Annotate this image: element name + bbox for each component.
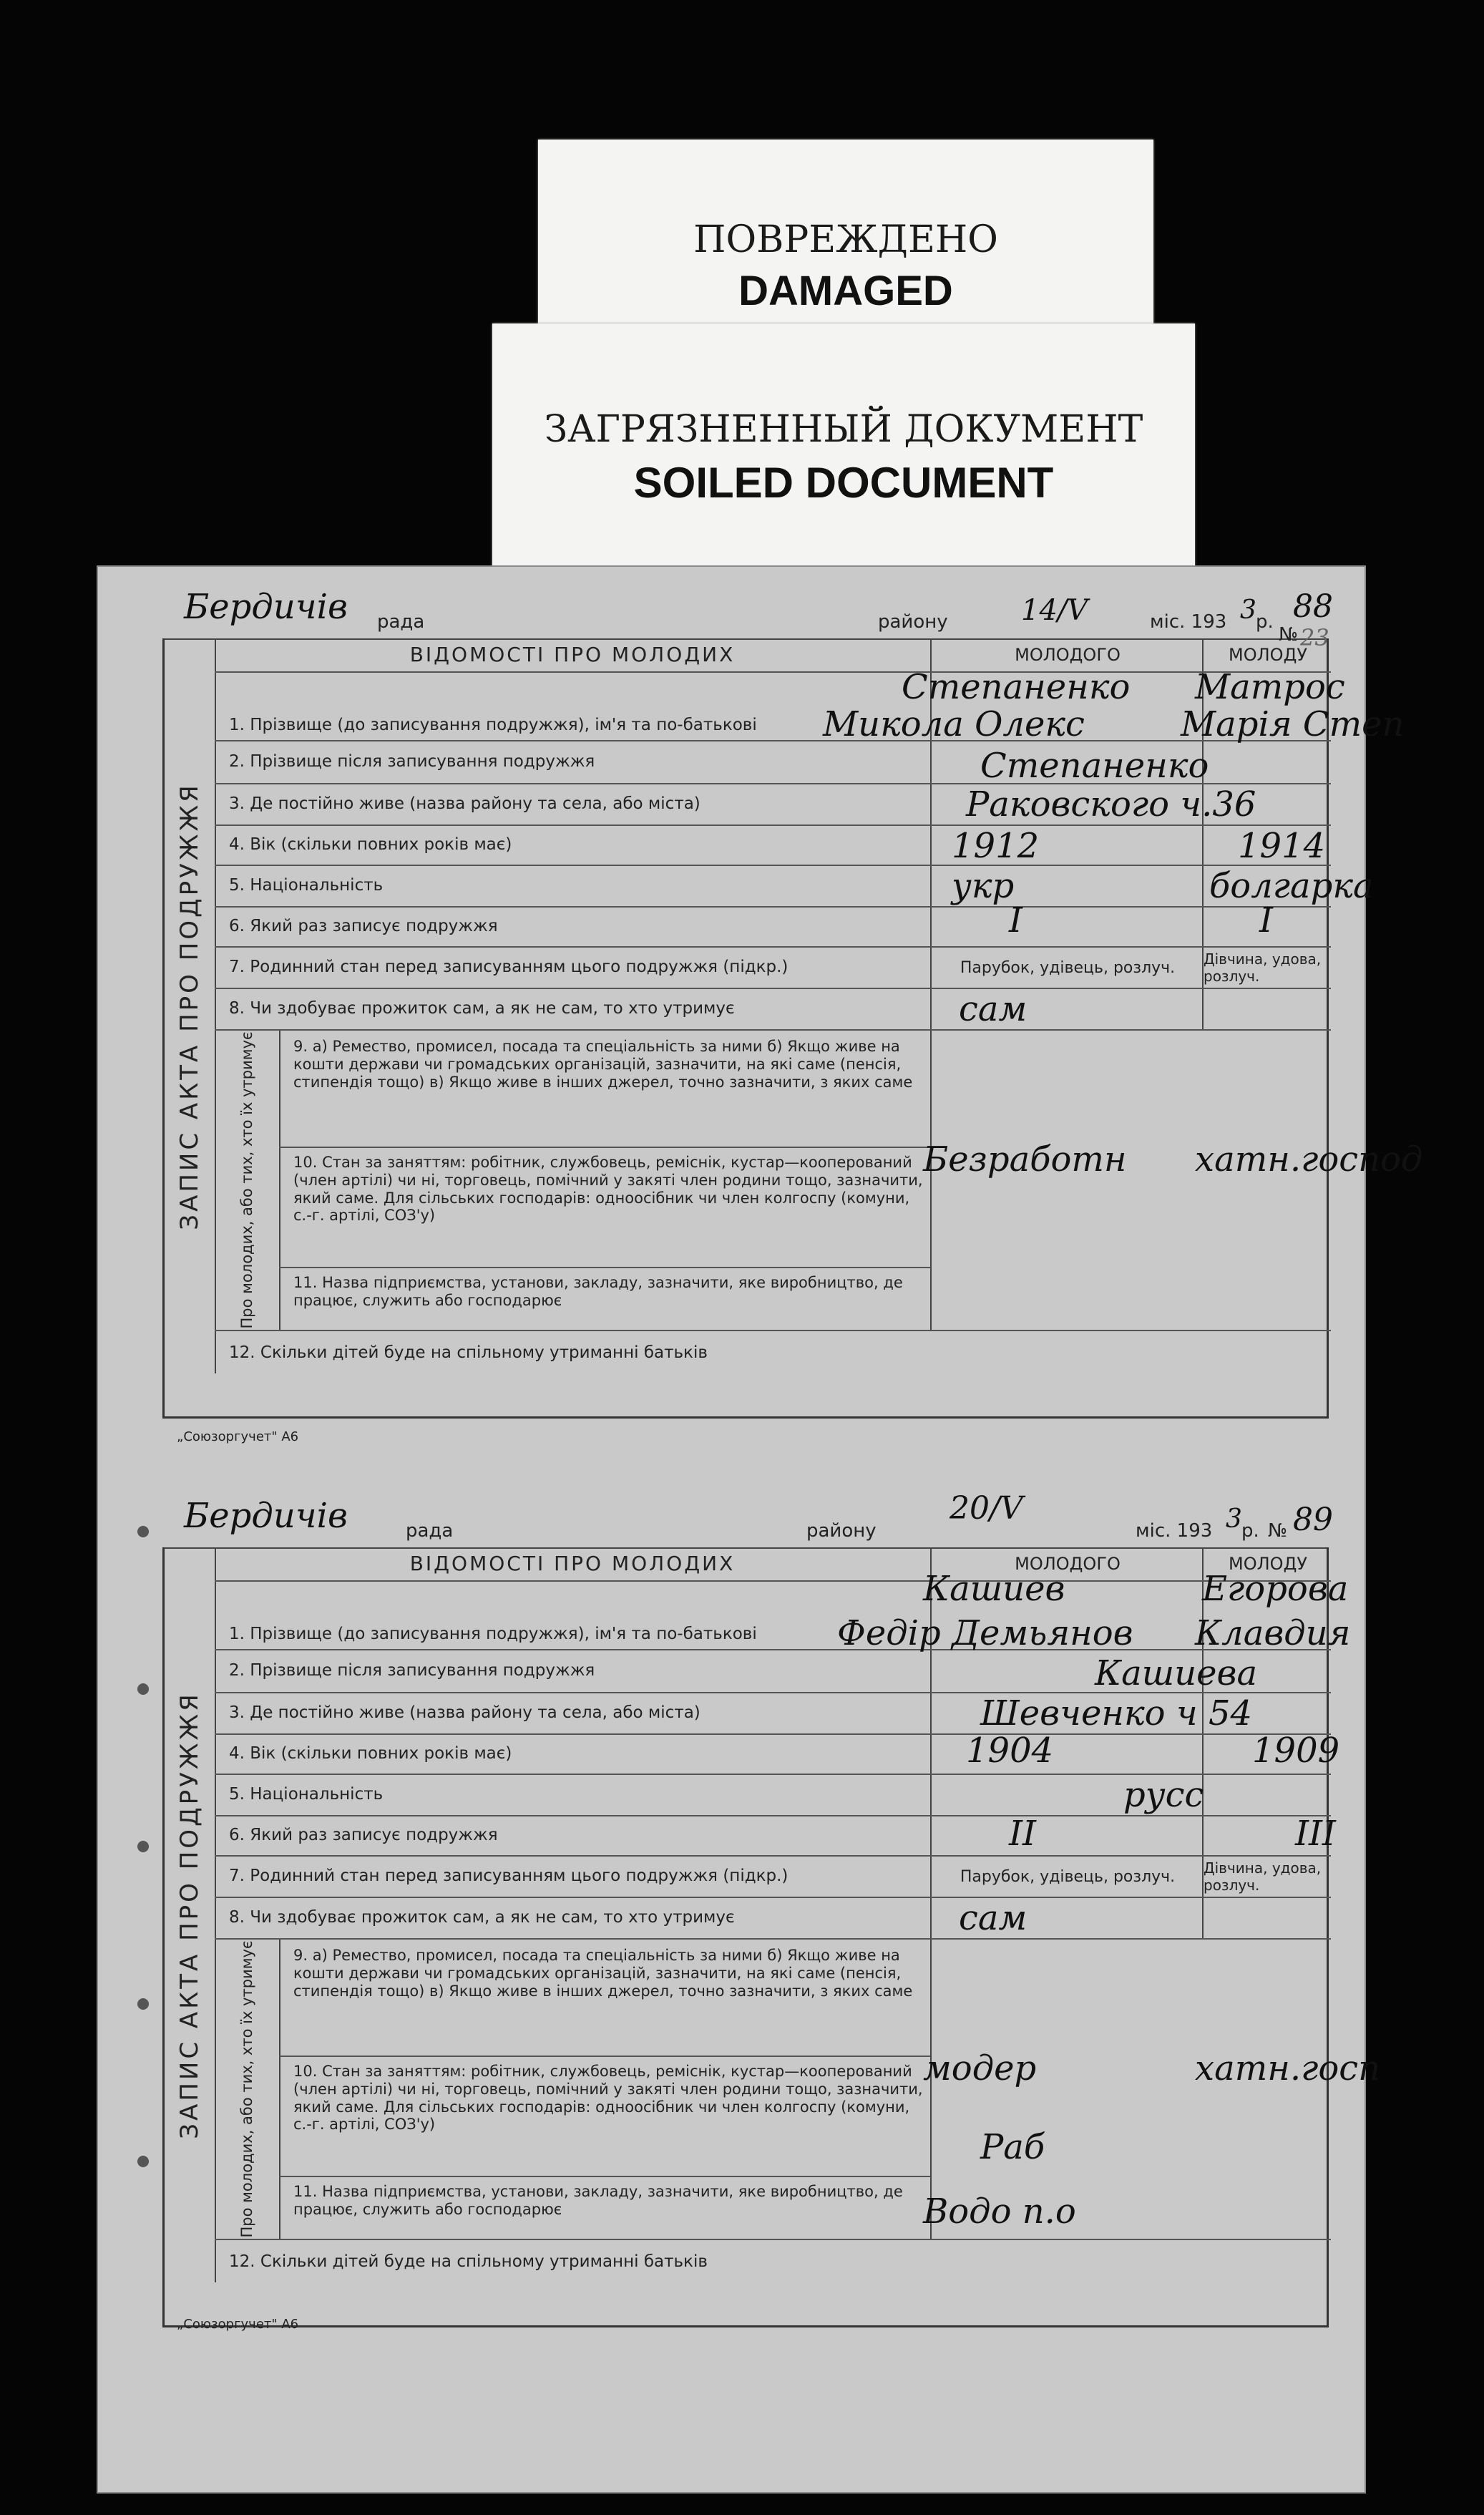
q9-text: 9. а) Ремество, промисел, посада та спеціальність за ними б) Якщо живе на кошти держави чи громадських організацій, зазначити, на які саме (пенсія, стипендія тощо) в) Якщо живе в інших джерел, точно зазначити, з яких саме bbox=[293, 1038, 913, 1091]
rada-label: рада bbox=[377, 611, 425, 633]
q6-row: 6. Який раз записує подружжя bbox=[215, 908, 1331, 948]
q4-row: 4. Вік (скільки повних років має) bbox=[215, 1735, 1331, 1775]
date-handwritten: 14/V bbox=[1021, 594, 1088, 627]
support: сам bbox=[959, 989, 1027, 1029]
damaged-tag-en: DAMAGED bbox=[738, 268, 953, 314]
binding-hole bbox=[137, 1683, 149, 1695]
support: сам bbox=[959, 1898, 1027, 1938]
q11-text: 11. Назва підприємства, установи, закладу, зазначити, яке виробництво, де працює, служить або господарює bbox=[293, 2183, 903, 2218]
address: Шевченко ч 54 bbox=[980, 1693, 1253, 1733]
month-year-label: міс. 193 bbox=[1150, 611, 1227, 633]
q9-text: 9. а) Ремество, промисел, посада та спеціальність за ними б) Якщо живе на кошти держави чи громадських організацій, зазначити, на які саме (пенсія, стипендія тощо) в) Якщо живе в інших джерел, точно зазначити, з яких саме bbox=[293, 1947, 913, 2000]
bride-surname: Матрос bbox=[1195, 667, 1345, 707]
q10-text: 10. Стан за заняттям: робітник, службовець, реміснік, кустар—кооперований (член артілі) чи ні, торговець, помічний у закяті член родини тощо, зазначити, який саме. Для сільських господарів: одноосібник чи член колгоспу (комуни, с.-г. артілі, СОЗ'у) bbox=[293, 1154, 923, 1225]
groom-status: Раб bbox=[980, 2127, 1045, 2167]
column-header-row: ВІДОМОСТІ ПРО МОЛОДИХ МОЛОДОГО МОЛОДУ bbox=[215, 638, 1331, 673]
binding-hole bbox=[137, 1841, 149, 1852]
groom-name: Федір Демьянов bbox=[837, 1613, 1133, 1653]
raionu-label: району bbox=[878, 611, 948, 633]
q5-row: 5. Національність bbox=[215, 1775, 1331, 1816]
month-year-label: міс. 193 bbox=[1136, 1520, 1213, 1542]
groom-workplace: Водо п.о bbox=[923, 2191, 1076, 2232]
groom-birth-year: 1912 bbox=[952, 826, 1040, 866]
side-title-strip: ЗАПИС АКТА ПРО ПОДРУЖЖЯ bbox=[165, 1547, 216, 2282]
groom-surname: Кашиев bbox=[923, 1569, 1065, 1609]
occupation-block: Про молодих, або тих, хто їх утримує 9. а) Ремество, промисел, посада та спеціальність за ними б) Якщо живе на кошти держави чи громадських організацій, зазначити, на які саме (пенсія, стипендія тощо) в) Якщо живе в інших джерел, точно зазначити, з яких саме 10. Стан за заняттям: робітник, службовець, реміснік, кустар—кооперований (член артілі) чи ні, торговець, помічний у закяті член родини тощо, зазначити, який саме. Для сільських господарів: одноосібник чи член колгоспу (комуни, с.-г. артілі, СОЗ'у) 11. Назва підприємства, установи, закладу, зазначити, яке виробництво, де працює, служить або господарює bbox=[215, 1031, 1331, 1331]
bride-occupation: хатн.госп bbox=[1195, 2048, 1381, 2088]
groom-name: Микола Олекс bbox=[823, 704, 1085, 744]
q5-row: 5. Національність bbox=[215, 866, 1331, 908]
q12-row: 12. Скільки дітей буде на спільному утриманні батьків bbox=[229, 2252, 708, 2272]
bride-occupation: хатн.господ bbox=[1195, 1139, 1423, 1179]
rada-handwritten: Бердичів bbox=[184, 587, 348, 627]
record-header bbox=[162, 1490, 1333, 1549]
q10-text: 10. Стан за заняттям: робітник, службовець, реміснік, кустар—кооперований (член артілі) чи ні, торговець, помічний у закяті член родини тощо, зазначити, який саме. Для сільських господарів: одноосібник чи член колгоспу (комуни, с.-г. артілі, СОЗ'у) bbox=[293, 2063, 923, 2134]
printer-mark: „Союзоргучет" А6 bbox=[177, 1429, 299, 1444]
q1-row: 1. Прізвище (до записування подружжя), ім'я та по-батькові bbox=[215, 1582, 1331, 1650]
year-suffix: р. bbox=[1256, 611, 1274, 633]
bride-times: III bbox=[1295, 1814, 1336, 1854]
nationality: русс bbox=[1123, 1775, 1204, 1815]
q1-row: 1. Прізвище (до записування подружжя), ім'я та по-батькові bbox=[215, 673, 1331, 741]
bride-birth-year: 1909 bbox=[1252, 1731, 1340, 1771]
year-handwritten: 3 bbox=[1240, 595, 1256, 625]
soiled-tag-en: SOILED DOCUMENT bbox=[633, 459, 1054, 507]
bride-surname: Егорова bbox=[1202, 1569, 1349, 1609]
binding-hole bbox=[137, 1998, 149, 2010]
record-sheet bbox=[97, 565, 1423, 2494]
groom-occupation: модер bbox=[923, 2048, 1037, 2088]
bride-times: I bbox=[1259, 900, 1273, 940]
raionu-label: району bbox=[806, 1520, 877, 1542]
groom-times: II bbox=[1009, 1814, 1036, 1854]
bride-nationality: болгарка bbox=[1209, 866, 1374, 906]
number-handwritten: 88 bbox=[1293, 588, 1333, 625]
groom-birth-year: 1904 bbox=[966, 1731, 1054, 1771]
soiled-tag bbox=[492, 324, 1195, 567]
number-handwritten: 89 bbox=[1293, 1502, 1333, 1538]
q3-row: 3. Де постійно живе (назва району та села, або міста) bbox=[215, 784, 1331, 826]
marriage-record-2 bbox=[162, 1490, 1381, 2332]
occupation-block: Про молодих, або тих, хто їх утримує 9. а) Ремество, промисел, посада та спеціальність за ними б) Якщо живе на кошти держави чи громадських організацій, зазначити, на які саме (пенсія, стипендія тощо) в) Якщо живе в інших джерел, точно зазначити, з яких саме 10. Стан за заняттям: робітник, службовець, реміснік, кустар—кооперований (член артілі) чи ні, торговець, помічний у закяті член родини тощо, зазначити, який саме. Для сільських господарів: одноосібник чи член колгоспу (комуни, с.-г. артілі, СОЗ'у) 11. Назва підприємства, установи, закладу, зазначити, яке виробництво, де працює, служить або господарює bbox=[215, 1940, 1331, 2240]
groom-surname: Степаненко bbox=[902, 667, 1131, 707]
printer-mark: „Союзоргучет" А6 bbox=[177, 2317, 299, 2332]
binding-hole bbox=[137, 1526, 149, 1537]
number-label: № bbox=[1279, 624, 1299, 646]
rada-handwritten: Бердичів bbox=[184, 1496, 348, 1536]
after-surname: Кашиева bbox=[1095, 1653, 1258, 1693]
groom-occupation: Безработн bbox=[923, 1139, 1127, 1179]
groom-after-surname: Степаненко bbox=[980, 746, 1209, 786]
bride-name: Марія Степ bbox=[1181, 704, 1405, 744]
q8-row: 8. Чи здобуває прожиток сам, а як не сам, то хто утримує bbox=[215, 1898, 1331, 1940]
q7-row: 7. Родинний стан перед записуванням цього подружжя (підкр.) Парубок, удівець, розлуч. Дівчина, удова, розлуч. bbox=[215, 1857, 1331, 1898]
soiled-tag-ru: ЗАГРЯЗНЕННЫЙ ДОКУМЕНТ bbox=[544, 408, 1143, 451]
number2-handwritten: 23 bbox=[1300, 624, 1329, 651]
column-header-row: ВІДОМОСТІ ПРО МОЛОДИХ МОЛОДОГО МОЛОДУ bbox=[215, 1547, 1331, 1582]
q3-row: 3. Де постійно живе (назва району та села, або міста) bbox=[215, 1693, 1331, 1735]
q8-row: 8. Чи здобуває прожиток сам, а як не сам, то хто утримує bbox=[215, 989, 1331, 1031]
q7-row: 7. Родинний стан перед записуванням цього подружжя (підкр.) Парубок, удівець, розлуч. Дівчина, удова, розлуч. bbox=[215, 948, 1331, 989]
side-title-strip: ЗАПИС АКТА ПРО ПОДРУЖЖЯ bbox=[165, 638, 216, 1373]
bride-name: Клавдия bbox=[1195, 1613, 1351, 1653]
q2-row: 2. Прізвище після записування подружжя bbox=[215, 741, 1331, 784]
address: Раковского ч.36 bbox=[966, 784, 1256, 824]
record-header bbox=[162, 587, 1333, 651]
year-suffix: р. bbox=[1241, 1520, 1259, 1542]
binding-hole bbox=[137, 2156, 149, 2167]
q11-text: 11. Назва підприємства, установи, закладу, зазначити, яке виробництво, де працює, служить або господарює bbox=[293, 1274, 903, 1309]
damaged-tag bbox=[538, 140, 1153, 347]
marriage-record-1 bbox=[162, 587, 1423, 1444]
bride-birth-year: 1914 bbox=[1238, 826, 1326, 866]
damaged-tag-ru: ПОВРЕЖДЕНО bbox=[693, 218, 998, 261]
date-handwritten: 20/V bbox=[950, 1490, 1023, 1527]
q2-row: 2. Прізвище після записування подружжя bbox=[215, 1650, 1331, 1693]
q4-row: 4. Вік (скільки повних років має) bbox=[215, 826, 1331, 866]
q6-row: 6. Який раз записує подружжя bbox=[215, 1816, 1331, 1857]
number-label: № bbox=[1268, 1520, 1288, 1542]
q12-row: 12. Скільки дітей буде на спільному утриманні батьків bbox=[229, 1343, 708, 1363]
groom-times: I bbox=[1009, 900, 1022, 940]
rada-label: рада bbox=[406, 1520, 454, 1542]
year-handwritten: 3 bbox=[1226, 1504, 1242, 1534]
groom-nationality: укр bbox=[952, 866, 1015, 906]
